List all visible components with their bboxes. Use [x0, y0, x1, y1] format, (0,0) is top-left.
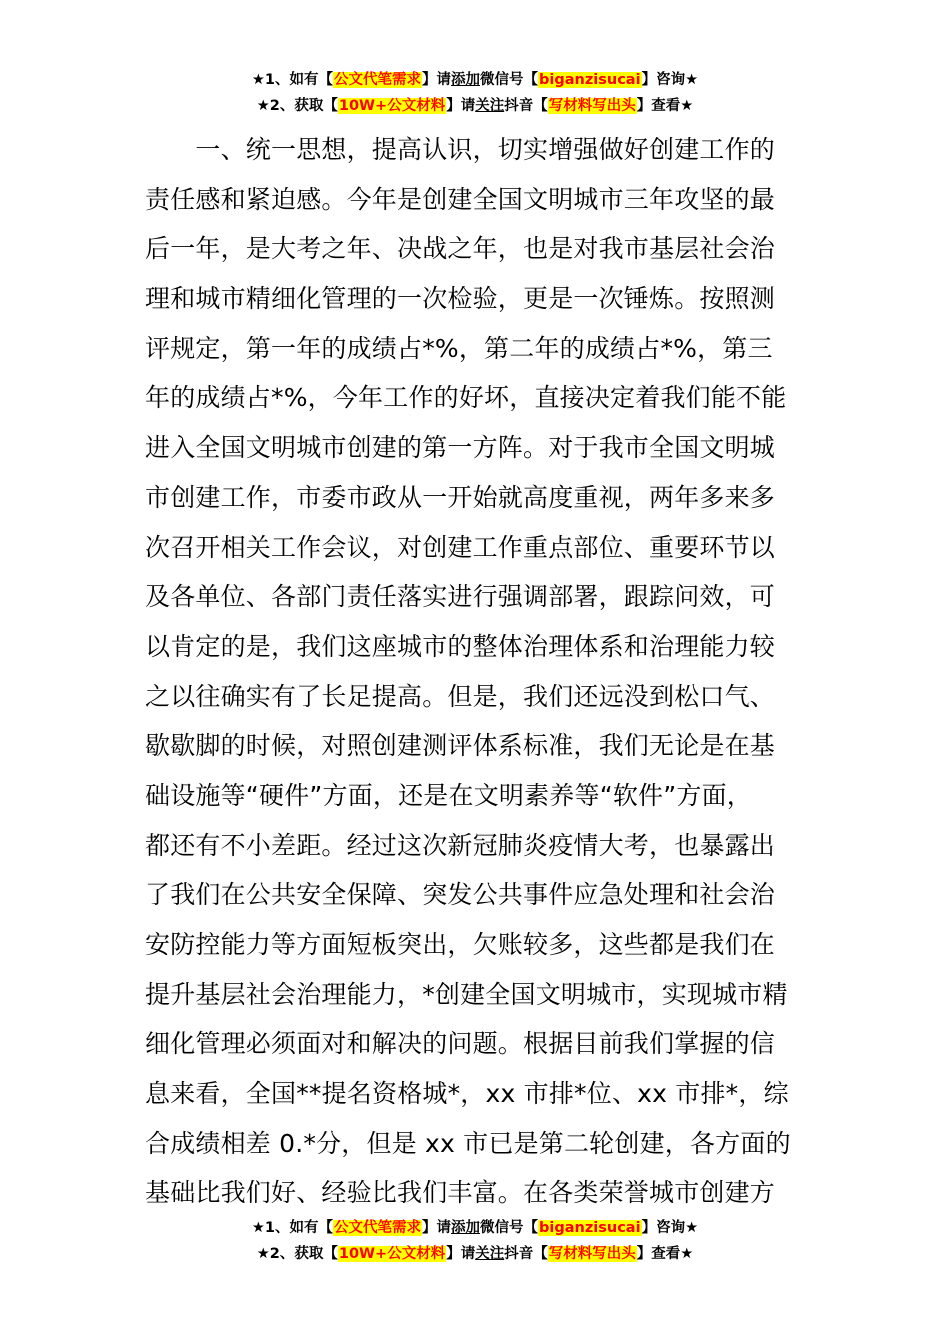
body-line: 歇歇脚的时候，对照创建测评体系标准，我们无论是在基 — [145, 731, 776, 761]
body-line: 细化管理必须面对和解决的问题。根据目前我们掌握的信 — [145, 1029, 776, 1059]
header-banner — [0, 67, 950, 119]
highlight-materials: 10W+公文材料 — [338, 98, 446, 114]
body-line: 础设施等“硬件”方面，还是在文明素养等“软件”方面， — [145, 780, 753, 810]
body-line: 年的成绩占*%，今年工作的好坏，直接决定着我们能不能 — [145, 383, 787, 413]
banner-line-1: ★1、如有【公文代笔需求】请添加微信号【biganzisucai】咨询★ — [251, 1220, 699, 1236]
highlight-ghostwriting: 公文代笔需求 — [334, 72, 422, 88]
body-line: 理和城市精细化管理的一次检验，更是一次锤炼。按照测 — [145, 284, 776, 314]
body-line: 及各单位、各部门责任落实进行强调部署，跟踪问效，可 — [145, 582, 776, 612]
body-line: 次召开相关工作会议，对创建工作重点部位、重要环节以 — [145, 532, 776, 562]
body-line: 合成绩相差 0.*分，但是 xx 市已是第二轮创建，各方面的 — [145, 1128, 791, 1158]
body-line: 后一年，是大考之年、决战之年，也是对我市基层社会治 — [145, 234, 776, 264]
footer-banner — [0, 1215, 950, 1267]
highlight-douyin: 写材料写出头 — [548, 98, 636, 114]
body-line: 评规定，第一年的成绩占*%，第二年的成绩占*%，第三 — [145, 333, 773, 363]
banner-line-1: ★1、如有【公文代笔需求】请添加微信号【biganzisucai】咨询★ — [251, 72, 699, 88]
body-line: 基础比我们好、经验比我们丰富。在各类荣誉城市创建方 — [145, 1178, 776, 1208]
body-line: 安防控能力等方面短板突出，欠账较多，这些都是我们在 — [145, 930, 776, 959]
body-line: 提升基层社会治理能力，*创建全国文明城市，实现城市精 — [145, 979, 788, 1009]
body-line: 之以往确实有了长足提高。但是，我们还远没到松口气、 — [145, 681, 776, 711]
body-line: 了我们在公共安全保障、突发公共事件应急处理和社会治 — [145, 880, 776, 910]
highlight-douyin: 写材料写出头 — [548, 1246, 636, 1262]
highlight-wechat-id: biganzisucai — [539, 1220, 641, 1236]
banner-line-2: ★2、获取【10W+公文材料】请关注抖音【写材料写出头】查看★ — [256, 98, 694, 114]
body-line: 都还有不小差距。经过这次新冠肺炎疫情大考，也暴露出 — [145, 830, 776, 860]
highlight-wechat-id: biganzisucai — [539, 72, 641, 88]
document-body — [145, 125, 810, 1218]
highlight-ghostwriting: 公文代笔需求 — [334, 1220, 422, 1236]
body-line: 以肯定的是，我们这座城市的整体治理体系和治理能力较 — [145, 631, 776, 661]
banner-line-2: ★2、获取【10W+公文材料】请关注抖音【写材料写出头】查看★ — [256, 1246, 694, 1262]
body-line: 市创建工作，市委市政从一开始就高度重视，两年多来多 — [145, 482, 776, 512]
body-line: 进入全国文明城市创建的第一方阵。对于我市全国文明城 — [145, 433, 776, 463]
body-line: 息来看，全国**提名资格城*，xx 市排*位、xx 市排*，综 — [145, 1079, 789, 1109]
body-line: 一、统一思想，提高认识，切实增强做好创建工作的 — [145, 135, 776, 164]
highlight-materials: 10W+公文材料 — [338, 1246, 446, 1262]
body-line: 责任感和紧迫感。今年是创建全国文明城市三年攻坚的最 — [145, 184, 776, 214]
